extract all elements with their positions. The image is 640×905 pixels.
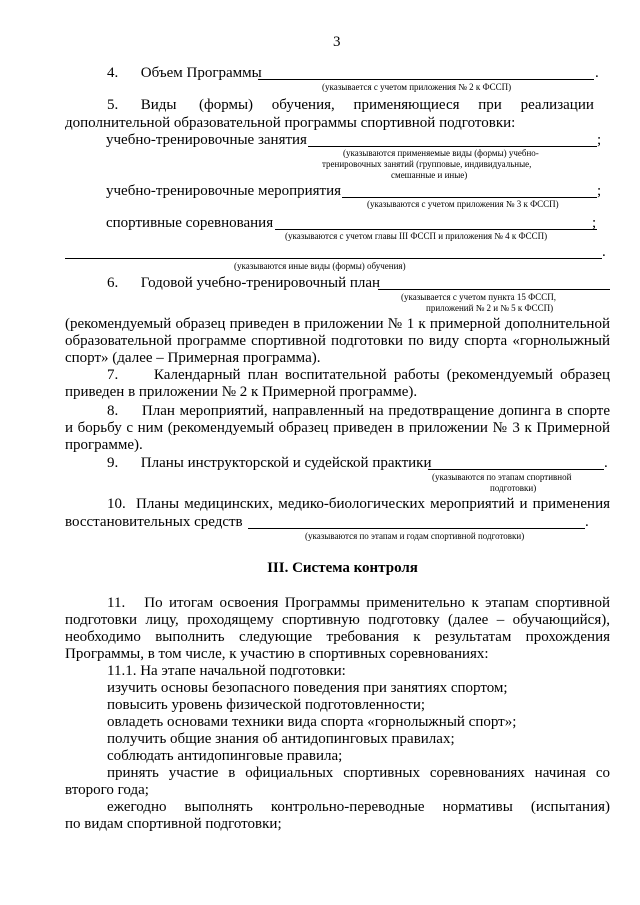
item6-note-2: приложений № 2 и № 5 к ФССП) [426,303,554,313]
item8-line3: программе). [65,437,143,453]
item10-note: (указываются по этапам и годам спортивной подготовки) [305,531,525,541]
requirement-7-line1: ежегодно выполнять контрольно-переводные нормативы (испытания) [107,799,610,815]
item11-line4: Программы, в том числе, к участию в спортивных соревнованиях: [65,646,489,662]
other-blank-line [65,258,602,259]
item4-label: 4. Объем Программы [107,65,262,81]
requirement-2: повысить уровень физической подготовленности; [107,697,426,713]
item11-line2: подготовки лицу, проходящему спортивную подготовку (далее – обучающийся), [65,612,610,628]
training-note-1: (указываются применяемые виды (формы) учебно- [343,148,539,158]
training-note-3: смешанные и иные) [391,170,468,180]
requirement-1: изучить основы безопасного поведения при занятиях спортом; [107,680,508,696]
other-end: . [602,244,606,260]
page-number: 3 [333,34,341,50]
item4-end: . [595,65,599,81]
item9-label: 9. Планы инструкторской и судейской практики [107,455,432,471]
item10-end: . [585,514,589,530]
training-blank-line [308,146,597,147]
item4-blank-line [258,79,594,80]
events-blank-line [342,197,597,198]
item6-blank-line [378,289,610,290]
competitions-end: ; [592,215,597,231]
item11-line1: 11. По итогам освоения Программы применительно к этапам спортивной [107,595,610,611]
section-title: III. Система контроля [267,560,418,576]
competitions-label: спортивные соревнования [106,215,274,231]
training-note-2: тренировочных занятий (групповые, индивидуальные, [322,159,532,169]
requirement-4: получить общие знания об антидопинговых правилах; [107,731,455,747]
competitions-note: (указываются с учетом главы III ФССП и приложения № 4 к ФССП) [285,231,548,241]
item9-note-1: (указываются по этапам спортивной [432,472,572,482]
training-end: ; [597,132,602,148]
item10-line2: восстановительных средств [65,514,243,530]
other-note: (указываются иные виды (формы) обучения) [234,261,406,271]
requirement-6-line2: второго года; [65,782,149,798]
item11-line3: необходимо выполнить следующие требования к результатам прохождения [65,629,610,645]
training-label: учебно-тренировочные занятия [106,132,307,148]
item6-line1: (рекомендуемый образец приведен в приложении № 1 к примерной дополнительной [65,316,610,332]
item10-blank-line [248,528,585,529]
item9-end: . [604,455,608,471]
item9-note-2: подготовки) [490,483,537,493]
item9-blank-line [428,469,604,470]
item5-line2: дополнительной образовательной программы спортивной подготовки: [65,115,516,131]
events-label: учебно-тренировочные мероприятия [106,183,342,199]
requirement-7-line2: по видам спортивной подготовки; [65,816,282,832]
item8-line1: 8. План мероприятий, направленный на предотвращение допинга в спорте [107,403,610,419]
item6-note-1: (указывается с учетом пункта 15 ФССП, [401,292,557,302]
item5-line1: 5. Виды (формы) обучения, применяющиеся при реализации [107,97,594,113]
item8-line2: и борьбу с ним (рекомендуемый образец приведен в приложении № 3 к Примерной [65,420,610,436]
events-end: ; [597,183,602,199]
item6-line2: образовательной программе спортивной подготовки по виду спорта «горнолыжный [65,333,610,349]
requirement-5: соблюдать антидопинговые правила; [107,748,343,764]
item10-line1: 10. Планы медицинских, медико-биологических мероприятий и применения [107,496,610,512]
item7-line1: 7. Календарный план воспитательной работы (рекомендуемый образец [107,367,610,383]
item7-line2: приведен в приложении № 2 к Примерной программе). [65,384,418,400]
item6-label: 6. Годовой учебно-тренировочный план [107,275,381,291]
requirement-3: овладеть основами техники вида спорта «горнолыжный спорт»; [107,714,517,730]
item6-line3: спорт» (далее – Примерная программа). [65,350,321,366]
events-note: (указываются с учетом приложения № 3 к ФССП) [367,199,559,209]
requirement-6-line1: принять участие в официальных спортивных соревнованиях начиная со [107,765,610,781]
item4-note: (указывается с учетом приложения № 2 к ФССП) [322,82,512,92]
competitions-blank-line [275,229,597,230]
item11-subheading: 11.1. На этапе начальной подготовки: [107,663,346,679]
